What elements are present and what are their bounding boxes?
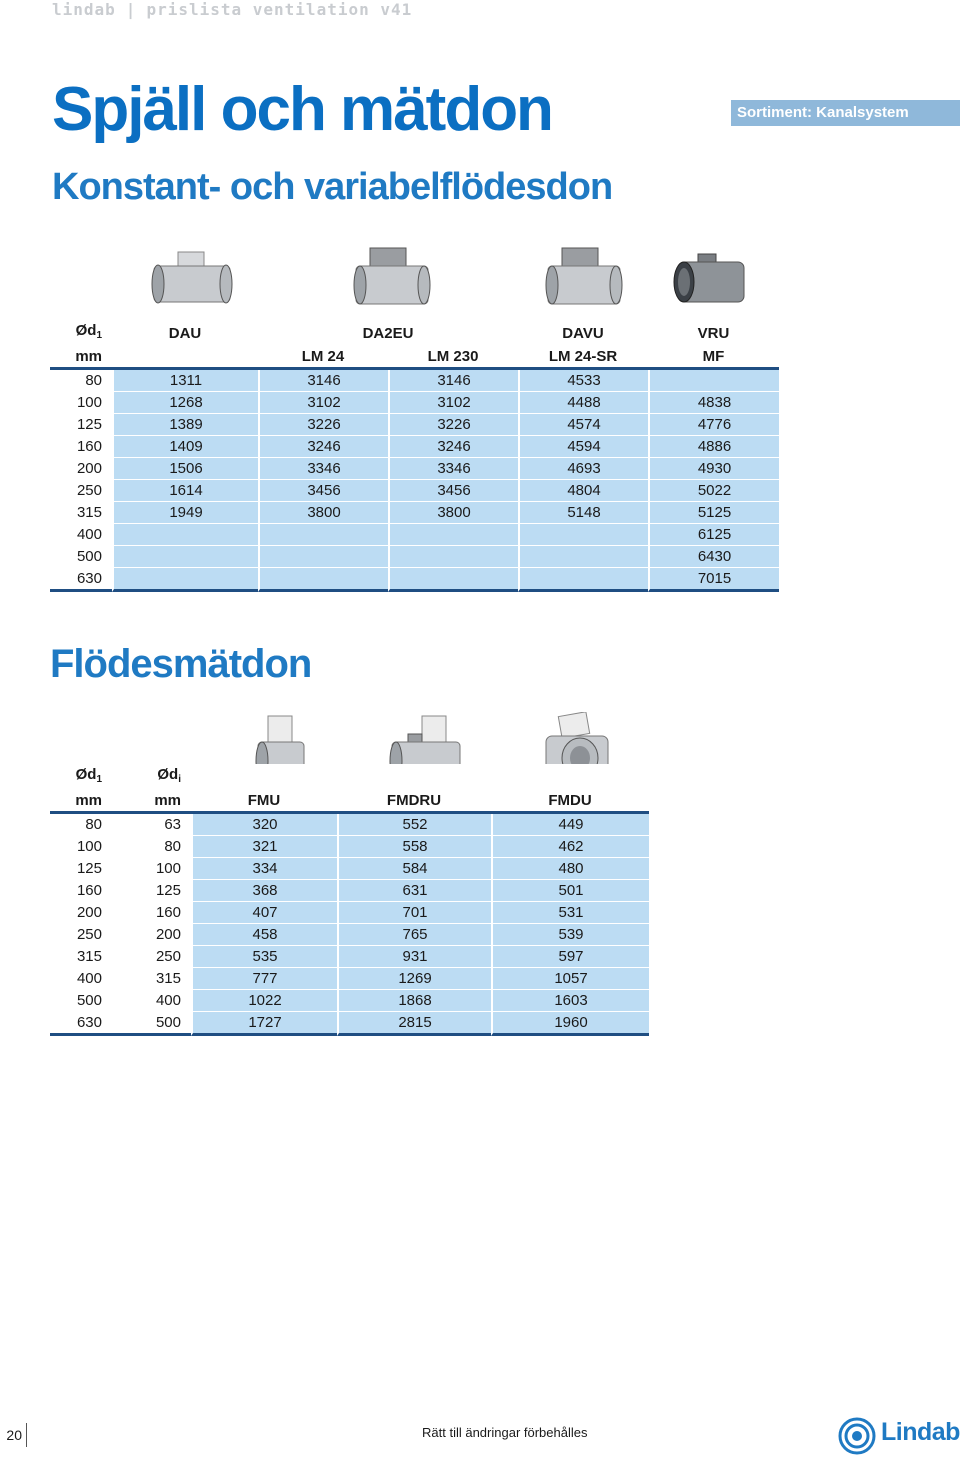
logo-wordmark: Lindab	[881, 1418, 960, 1446]
vru-product-image	[668, 248, 754, 314]
davu-product-image	[542, 244, 626, 312]
price-cell	[388, 568, 518, 592]
price-cell: 480	[491, 858, 649, 880]
price-cell: 407	[191, 902, 337, 924]
dim-label-text: Ød	[75, 322, 97, 339]
table-row	[50, 524, 779, 546]
dim1-label-text: Ød	[75, 766, 97, 783]
dimension-cell: 100	[112, 858, 191, 880]
table-row	[50, 458, 779, 480]
price-cell: 7015	[648, 568, 779, 592]
price-cell: 4693	[518, 458, 648, 480]
dimension-cell: 200	[50, 902, 112, 924]
price-cell: 368	[191, 880, 337, 902]
price-cell: 334	[191, 858, 337, 880]
price-cell: 1614	[112, 480, 258, 502]
dimension-cell: 160	[50, 880, 112, 902]
dim2-label-sub: i	[178, 774, 181, 785]
dimension-cell: 400	[50, 524, 112, 546]
dim1-unit: mm	[50, 790, 112, 814]
table-row	[50, 990, 649, 1012]
table-row	[50, 836, 649, 858]
price-cell: 320	[191, 814, 337, 836]
dimension-cell: 315	[112, 968, 191, 990]
price-cell: 3456	[258, 480, 388, 502]
price-cell: 1389	[112, 414, 258, 436]
dimension-cell: 250	[50, 480, 112, 502]
price-cell	[518, 524, 648, 546]
price-cell: 4804	[518, 480, 648, 502]
dim2-label-text: Ød	[157, 766, 179, 783]
dim-label	[50, 320, 112, 346]
price-cell: 1868	[337, 990, 491, 1012]
price-cell: 3102	[388, 392, 518, 414]
price-cell: 4574	[518, 414, 648, 436]
price-cell: 701	[337, 902, 491, 924]
price-cell	[258, 568, 388, 592]
dimension-cell: 630	[50, 1012, 112, 1036]
dimension-cell: 200	[50, 458, 112, 480]
subhead-lm24sr: LM 24-SR	[518, 346, 648, 370]
price-cell: 3226	[388, 414, 518, 436]
table-row	[50, 370, 779, 392]
table-row	[50, 902, 649, 924]
dimension-cell: 315	[50, 946, 112, 968]
dimension-cell: 80	[112, 836, 191, 858]
price-cell: 597	[491, 946, 649, 968]
price-cell: 1727	[191, 1012, 337, 1036]
price-cell	[258, 524, 388, 546]
price-cell: 1022	[191, 990, 337, 1012]
table-row	[50, 858, 649, 880]
price-cell	[112, 568, 258, 592]
price-cell: 531	[491, 902, 649, 924]
da2eu-product-image	[350, 244, 434, 312]
price-cell: 931	[337, 946, 491, 968]
price-cell: 4886	[648, 436, 779, 458]
table-row	[50, 1012, 649, 1036]
dimension-cell: 80	[50, 814, 112, 836]
price-cell: 3102	[258, 392, 388, 414]
dim2-unit: mm	[112, 790, 191, 814]
dimension-cell: 250	[50, 924, 112, 946]
dim1-label	[50, 764, 112, 790]
price-cell: 1506	[112, 458, 258, 480]
dimension-cell: 160	[112, 902, 191, 924]
price-cell: 3246	[258, 436, 388, 458]
subhead-lm24: LM 24	[258, 346, 388, 370]
table-row	[50, 436, 779, 458]
price-cell: 458	[191, 924, 337, 946]
price-cell: 1409	[112, 436, 258, 458]
dimension-cell: 500	[112, 1012, 191, 1036]
dimension-cell: 125	[112, 880, 191, 902]
table-row	[50, 502, 779, 524]
dimension-cell: 400	[50, 968, 112, 990]
dimension-cell: 100	[50, 836, 112, 858]
dimension-cell: 315	[50, 502, 112, 524]
col-fmu: FMU	[191, 790, 337, 814]
price-cell: 4533	[518, 370, 648, 392]
price-cell: 6125	[648, 524, 779, 546]
price-cell: 462	[491, 836, 649, 858]
price-cell: 1603	[491, 990, 649, 1012]
header-separator: |	[125, 0, 137, 19]
price-cell: 1269	[337, 968, 491, 990]
price-cell: 5148	[518, 502, 648, 524]
dimension-cell: 125	[50, 414, 112, 436]
price-cell: 1268	[112, 392, 258, 414]
price-cell: 1960	[491, 1012, 649, 1036]
dimension-cell: 500	[50, 546, 112, 568]
price-cell: 765	[337, 924, 491, 946]
price-cell: 449	[491, 814, 649, 836]
dim2-label	[112, 764, 191, 790]
table-row	[50, 814, 649, 836]
dimension-cell: 400	[112, 990, 191, 1012]
col-fmdu: FMDU	[491, 790, 649, 814]
dau-product-image	[146, 248, 238, 312]
dimension-cell: 250	[112, 946, 191, 968]
price-cell: 501	[491, 880, 649, 902]
disclaimer: Rätt till ändringar förbehålles	[422, 1425, 588, 1440]
price-cell: 3346	[388, 458, 518, 480]
price-cell	[112, 524, 258, 546]
dim1-label-sub: 1	[96, 774, 102, 785]
dimension-cell: 630	[50, 568, 112, 592]
price-cell: 4776	[648, 414, 779, 436]
flow-measurement-price-table	[50, 764, 649, 1036]
section-title-flow-measurement: Flödesmätdon	[50, 642, 312, 686]
subhead-mf: MF	[648, 346, 779, 370]
dimension-cell: 200	[112, 924, 191, 946]
running-header	[52, 0, 412, 19]
price-cell: 1311	[112, 370, 258, 392]
price-cell: 584	[337, 858, 491, 880]
table-row	[50, 568, 779, 592]
group-da2eu: DA2EU	[258, 320, 518, 346]
price-cell	[518, 546, 648, 568]
price-cell: 3456	[388, 480, 518, 502]
price-cell: 535	[191, 946, 337, 968]
table-row	[50, 968, 649, 990]
price-cell: 321	[191, 836, 337, 858]
doc-title: prislista ventilation v41	[146, 0, 413, 19]
price-cell	[388, 546, 518, 568]
table-row	[50, 480, 779, 502]
section-title-constant-flow: Konstant- och variabelflödesdon	[52, 166, 613, 208]
group-vru: VRU	[648, 320, 779, 346]
group-dau: DAU	[112, 320, 258, 346]
dim-unit: mm	[50, 346, 112, 370]
dimension-cell: 63	[112, 814, 191, 836]
dimension-cell: 125	[50, 858, 112, 880]
price-cell	[518, 568, 648, 592]
price-cell: 552	[337, 814, 491, 836]
brand-text: lindab	[52, 0, 116, 19]
table-row	[50, 546, 779, 568]
price-cell: 2815	[337, 1012, 491, 1036]
price-cell	[388, 524, 518, 546]
price-cell: 539	[491, 924, 649, 946]
price-cell: 5022	[648, 480, 779, 502]
head-empty-1	[191, 764, 337, 790]
price-cell: 3800	[388, 502, 518, 524]
price-cell: 4594	[518, 436, 648, 458]
price-cell: 4838	[648, 392, 779, 414]
price-cell: 4930	[648, 458, 779, 480]
price-cell	[258, 546, 388, 568]
price-cell: 558	[337, 836, 491, 858]
price-cell: 3146	[388, 370, 518, 392]
table-row	[50, 946, 649, 968]
table-row	[50, 414, 779, 436]
dimension-cell: 160	[50, 436, 112, 458]
price-cell	[112, 546, 258, 568]
page-number: 20	[0, 1423, 27, 1447]
sortiment-badge: Sortiment: Kanalsystem	[731, 100, 960, 126]
dimension-cell: 500	[50, 990, 112, 1012]
subhead-empty	[112, 346, 258, 370]
price-cell: 777	[191, 968, 337, 990]
price-cell: 3246	[388, 436, 518, 458]
flow-control-price-table	[50, 320, 779, 592]
price-cell: 4488	[518, 392, 648, 414]
price-cell: 3146	[258, 370, 388, 392]
table-row	[50, 924, 649, 946]
table-row	[50, 880, 649, 902]
price-cell: 3226	[258, 414, 388, 436]
dimension-cell: 80	[50, 370, 112, 392]
page-title: Spjäll och mätdon	[52, 75, 552, 144]
price-cell: 3800	[258, 502, 388, 524]
price-cell: 3346	[258, 458, 388, 480]
price-cell: 631	[337, 880, 491, 902]
price-cell: 6430	[648, 546, 779, 568]
table-row	[50, 392, 779, 414]
dim-label-sub: 1	[96, 330, 102, 341]
price-cell	[648, 370, 779, 392]
head-empty-2	[337, 764, 491, 790]
price-cell: 1057	[491, 968, 649, 990]
price-cell: 5125	[648, 502, 779, 524]
subhead-lm230: LM 230	[388, 346, 518, 370]
head-empty-3	[491, 764, 649, 790]
price-cell: 1949	[112, 502, 258, 524]
col-fmdru: FMDRU	[337, 790, 491, 814]
dimension-cell: 100	[50, 392, 112, 414]
group-davu: DAVU	[518, 320, 648, 346]
